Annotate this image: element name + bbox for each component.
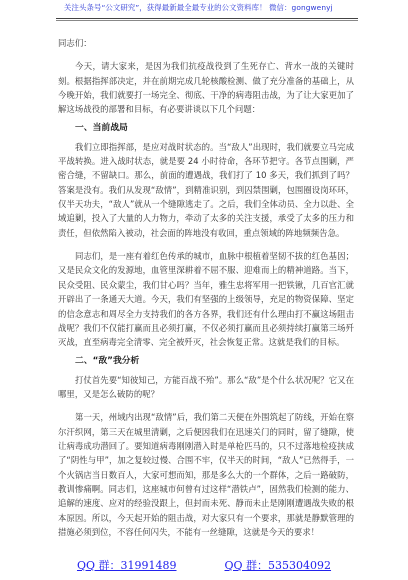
header-rule: [56, 18, 358, 19]
intro-paragraph: 今天，请大家来，是因为我们抗疫战役到了生死存亡、背水一战的关键时刻。根据指挥部决定，并在前期完成几轮核酸检测、做了充分准备的基础上，从今晚开始，我们就要打一场完全、彻底、干净的病毒阻击战，为了让大家更加了解这场战役的部署和目标，有必要讲谈以下几个问题：: [58, 61, 354, 115]
document-body: [58, 36, 354, 539]
header-rule-thin: [56, 20, 358, 21]
qq-group-link-1[interactable]: QQ 群：31991489: [76, 559, 177, 572]
salutation: 同志们：: [58, 38, 92, 48]
paragraph-battle-situation: 我们立即指挥部，是应对战时状态的。当“敌人”出现时，我们就要立马完成平战转换。进入战时状态，就是要 24 小时待命，各环节把守。各节点围剿，严密合缝，不留缺口。那么，前面的遭遇战，我们打了 10 多天，我们抓到了吗？答案是没有。我们从发现“敌情”，到精准识别，到囚禁围剿，包围圈设岗环环，仅半天功夫，“敌人”就从一个缝隙逃走了。之后，我们全体动员、全力以赴、全域追剿，投入了大量的人力物力，牵动了太多的关注支援，承受了太多的压力和责任，但依然陷入被动，社会面的阵地没有收回，重点领域的阵地频频告急。: [58, 141, 354, 238]
qq-group-link-2[interactable]: QQ 群：535304092: [224, 559, 332, 572]
section-heading-2: 二、“敌”我分析: [75, 355, 140, 366]
footer-contacts: [0, 557, 408, 573]
paragraph-analysis: 第一天，州域内出现“敌情”后，我们第二天便在外围筑起了防线，开始在察尔汗织网，第三天在城里清剿，之后便因我们在迅速关门的同时，留了缝隙，使让病毒成功潜回了。要知道病毒刚刚潜入时是单枪匹马的，只不过落地检疫挟成了“阴性与甲”，加之复较过慢、合围不牢，仅半天的时间，“敌人”已然得手，一个火锅店当日数百人，大家可想而知，那是多么大的一个群体，之后一路破防，教训惨痛啊。同志们，这座城市何曾有过这样“潜铁卢”，固然我们检测的能力、追解的速度、应对的经验没跟上，但封而未死、静而未止是刚刚遭遇战失败的根本原因。所以，今天起开始的阻击战，对大家只有一个要求，那就是静默管理的措施必须到位，不容任何闪失，不能有一丝缝隙，这就是今天的要求！: [58, 412, 354, 537]
paragraph-goal: 同志们，是一座有着红色传承的城市，血脉中根植着坚韧不拔的红色基因；又是民众文化的发源地，血管里深耕着不屈不服、迎难而上的精神道路。当下，民众受阻、民众蒙尘，我们甘心吗？当年，雅生忠将军用一把铁锹，几百官汇就开辟出了一条通天大道。今天，我们有坚强的上级领导，充足的物资保障、坚定的信念意志和周尽全力支持我们的各方各界，我们还有什么理由打不赢这场阻击战呢？我们不仅能打赢而且必须打赢，不仅必须打赢而且必须持续打赢第三场歼灭战，直至病毒完全清零、完全被歼灭，社会恢复正常。这就是我们的目标。: [58, 251, 354, 348]
promo-banner: 关注头条号“公文研究”，获得最新最全最专业的公文资料库！ 微信：gongwenyj: [64, 3, 333, 12]
section-heading-1: 一、当前战局: [75, 122, 128, 133]
paragraph-know-enemy: 打仗首先要“知彼知己，方能百战不殆”。那么“敌”是个什么状况呢？它又在哪里，又是怎么破防的呢？: [58, 374, 354, 399]
